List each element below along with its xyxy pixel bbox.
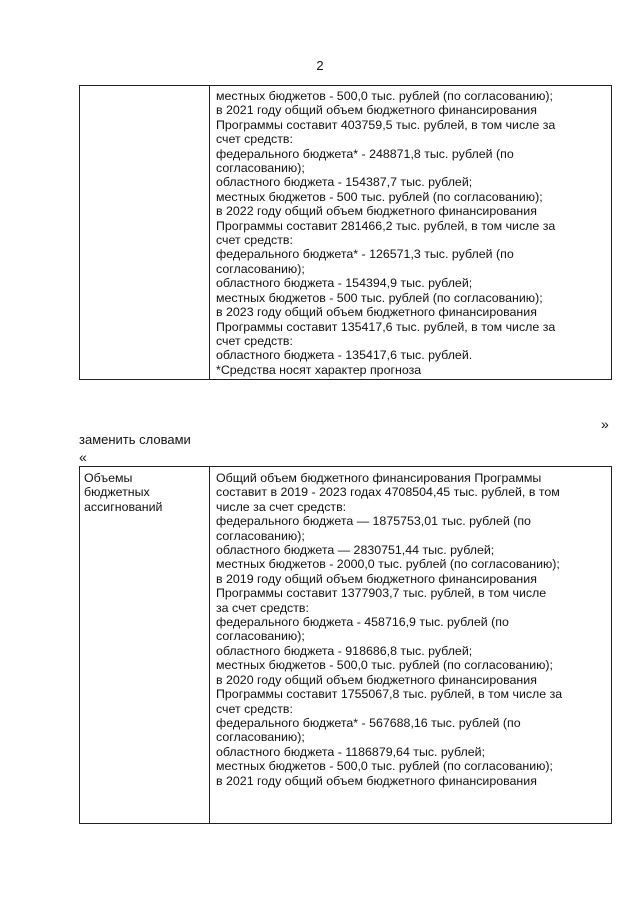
text-line: областного бюджета - 154387,7 тыс. рублей; [216, 175, 473, 190]
opening-quote: « [79, 449, 87, 465]
text-line: Программы составит 135417,6 тыс. рублей, в том числе за [216, 319, 556, 334]
text-line: Программы составит 403759,5 тыс. рублей, в том числе за [216, 117, 556, 132]
text-line: Программы составит 281466,2 тыс. рублей, в том числе за [216, 218, 556, 233]
text-line: согласованию); [216, 730, 305, 745]
text-line: в 2019 году общий объем бюджетного финансирования [216, 571, 537, 586]
text-line: Общий объем бюджетного финансирования Программы [216, 471, 542, 485]
text-line: согласованию); [216, 161, 305, 176]
label-text [80, 467, 209, 514]
text-line: согласованию); [216, 629, 305, 644]
text-line: Программы составит 1377903,7 тыс. рублей, в том числе [216, 586, 547, 601]
footnote-text: *Средства носят характер прогноза [216, 362, 422, 377]
text-line: федерального бюджета - 458716,9 тыс. рублей (по [216, 615, 509, 630]
content-text [210, 86, 611, 379]
text-line: областного бюджета - 1186879,64 тыс. рублей; [216, 744, 486, 759]
text-line: местных бюджетов - 500 тыс. рублей (по согласованию); [216, 290, 543, 305]
table-row [80, 467, 612, 824]
text-line: местных бюджетов - 500 тыс. рублей (по согласованию); [216, 189, 543, 204]
label-cell [80, 86, 210, 380]
text-line: счет средств: [216, 333, 293, 348]
label-line: бюджетных [84, 485, 150, 500]
text-line: в 2023 году общий объем бюджетного финансирования [216, 305, 537, 320]
label-line: Объемы [84, 471, 133, 485]
text-line: согласованию); [216, 528, 305, 543]
label-text [80, 86, 209, 90]
page-number: 2 [316, 58, 324, 73]
content-text [210, 467, 611, 790]
text-line: счет средств: [216, 233, 293, 248]
text-line: в 2020 году общий объем бюджетного финансирования [216, 672, 537, 687]
label-cell [80, 467, 210, 824]
text-line: федерального бюджета* - 567688,16 тыс. рублей (по [216, 715, 521, 730]
text-line: Программы составит 1755067,8 тыс. рублей, в том числе за [216, 687, 563, 702]
text-line: местных бюджетов - 500,0 тыс. рублей (по согласованию); [216, 759, 553, 774]
text-line: областного бюджета — 2830751,44 тыс. рублей; [216, 543, 495, 558]
text-line: местных бюджетов - 500,0 тыс. рублей (по согласованию); [216, 89, 553, 103]
text-line: составит в 2019 - 2023 годах 4708504,45 тыс. рублей, в том [216, 485, 560, 500]
replace-with-text: заменить словами [79, 432, 191, 447]
text-line: за счет средств: [216, 600, 309, 615]
text-line: числе за счет средств: [216, 499, 347, 514]
label-line: ассигнований [84, 499, 163, 514]
text-line: областного бюджета - 918686,8 тыс. рублей; [216, 643, 473, 658]
text-line: счет средств: [216, 701, 293, 716]
text-line: федерального бюджета — 1875753,01 тыс. рублей (по [216, 514, 531, 529]
content-cell [210, 86, 612, 380]
text-line: счет средств: [216, 132, 293, 147]
text-line: федерального бюджета* - 248871,8 тыс. рублей (по [216, 146, 514, 161]
text-line: в 2022 году общий объем бюджетного финансирования [216, 204, 537, 219]
content-cell [210, 467, 612, 824]
text-line: в 2021 году общий объем бюджетного финансирования [216, 103, 537, 118]
text-line: местных бюджетов - 2000,0 тыс. рублей (по согласованию); [216, 557, 560, 572]
text-line: областного бюджета - 135417,6 тыс. рублей. [216, 348, 473, 363]
budget-table-top [79, 85, 612, 380]
text-line: в 2021 году общий объем бюджетного финансирования [216, 773, 537, 788]
text-line: федерального бюджета* - 126571,3 тыс. рублей (по [216, 247, 514, 262]
table-row [80, 86, 612, 380]
budget-table-bottom [79, 466, 612, 824]
closing-quote: » [601, 416, 609, 432]
text-line: областного бюджета - 154394,9 тыс. рублей; [216, 276, 473, 291]
text-line: согласованию); [216, 261, 305, 276]
text-line: местных бюджетов - 500,0 тыс. рублей (по согласованию); [216, 658, 553, 673]
